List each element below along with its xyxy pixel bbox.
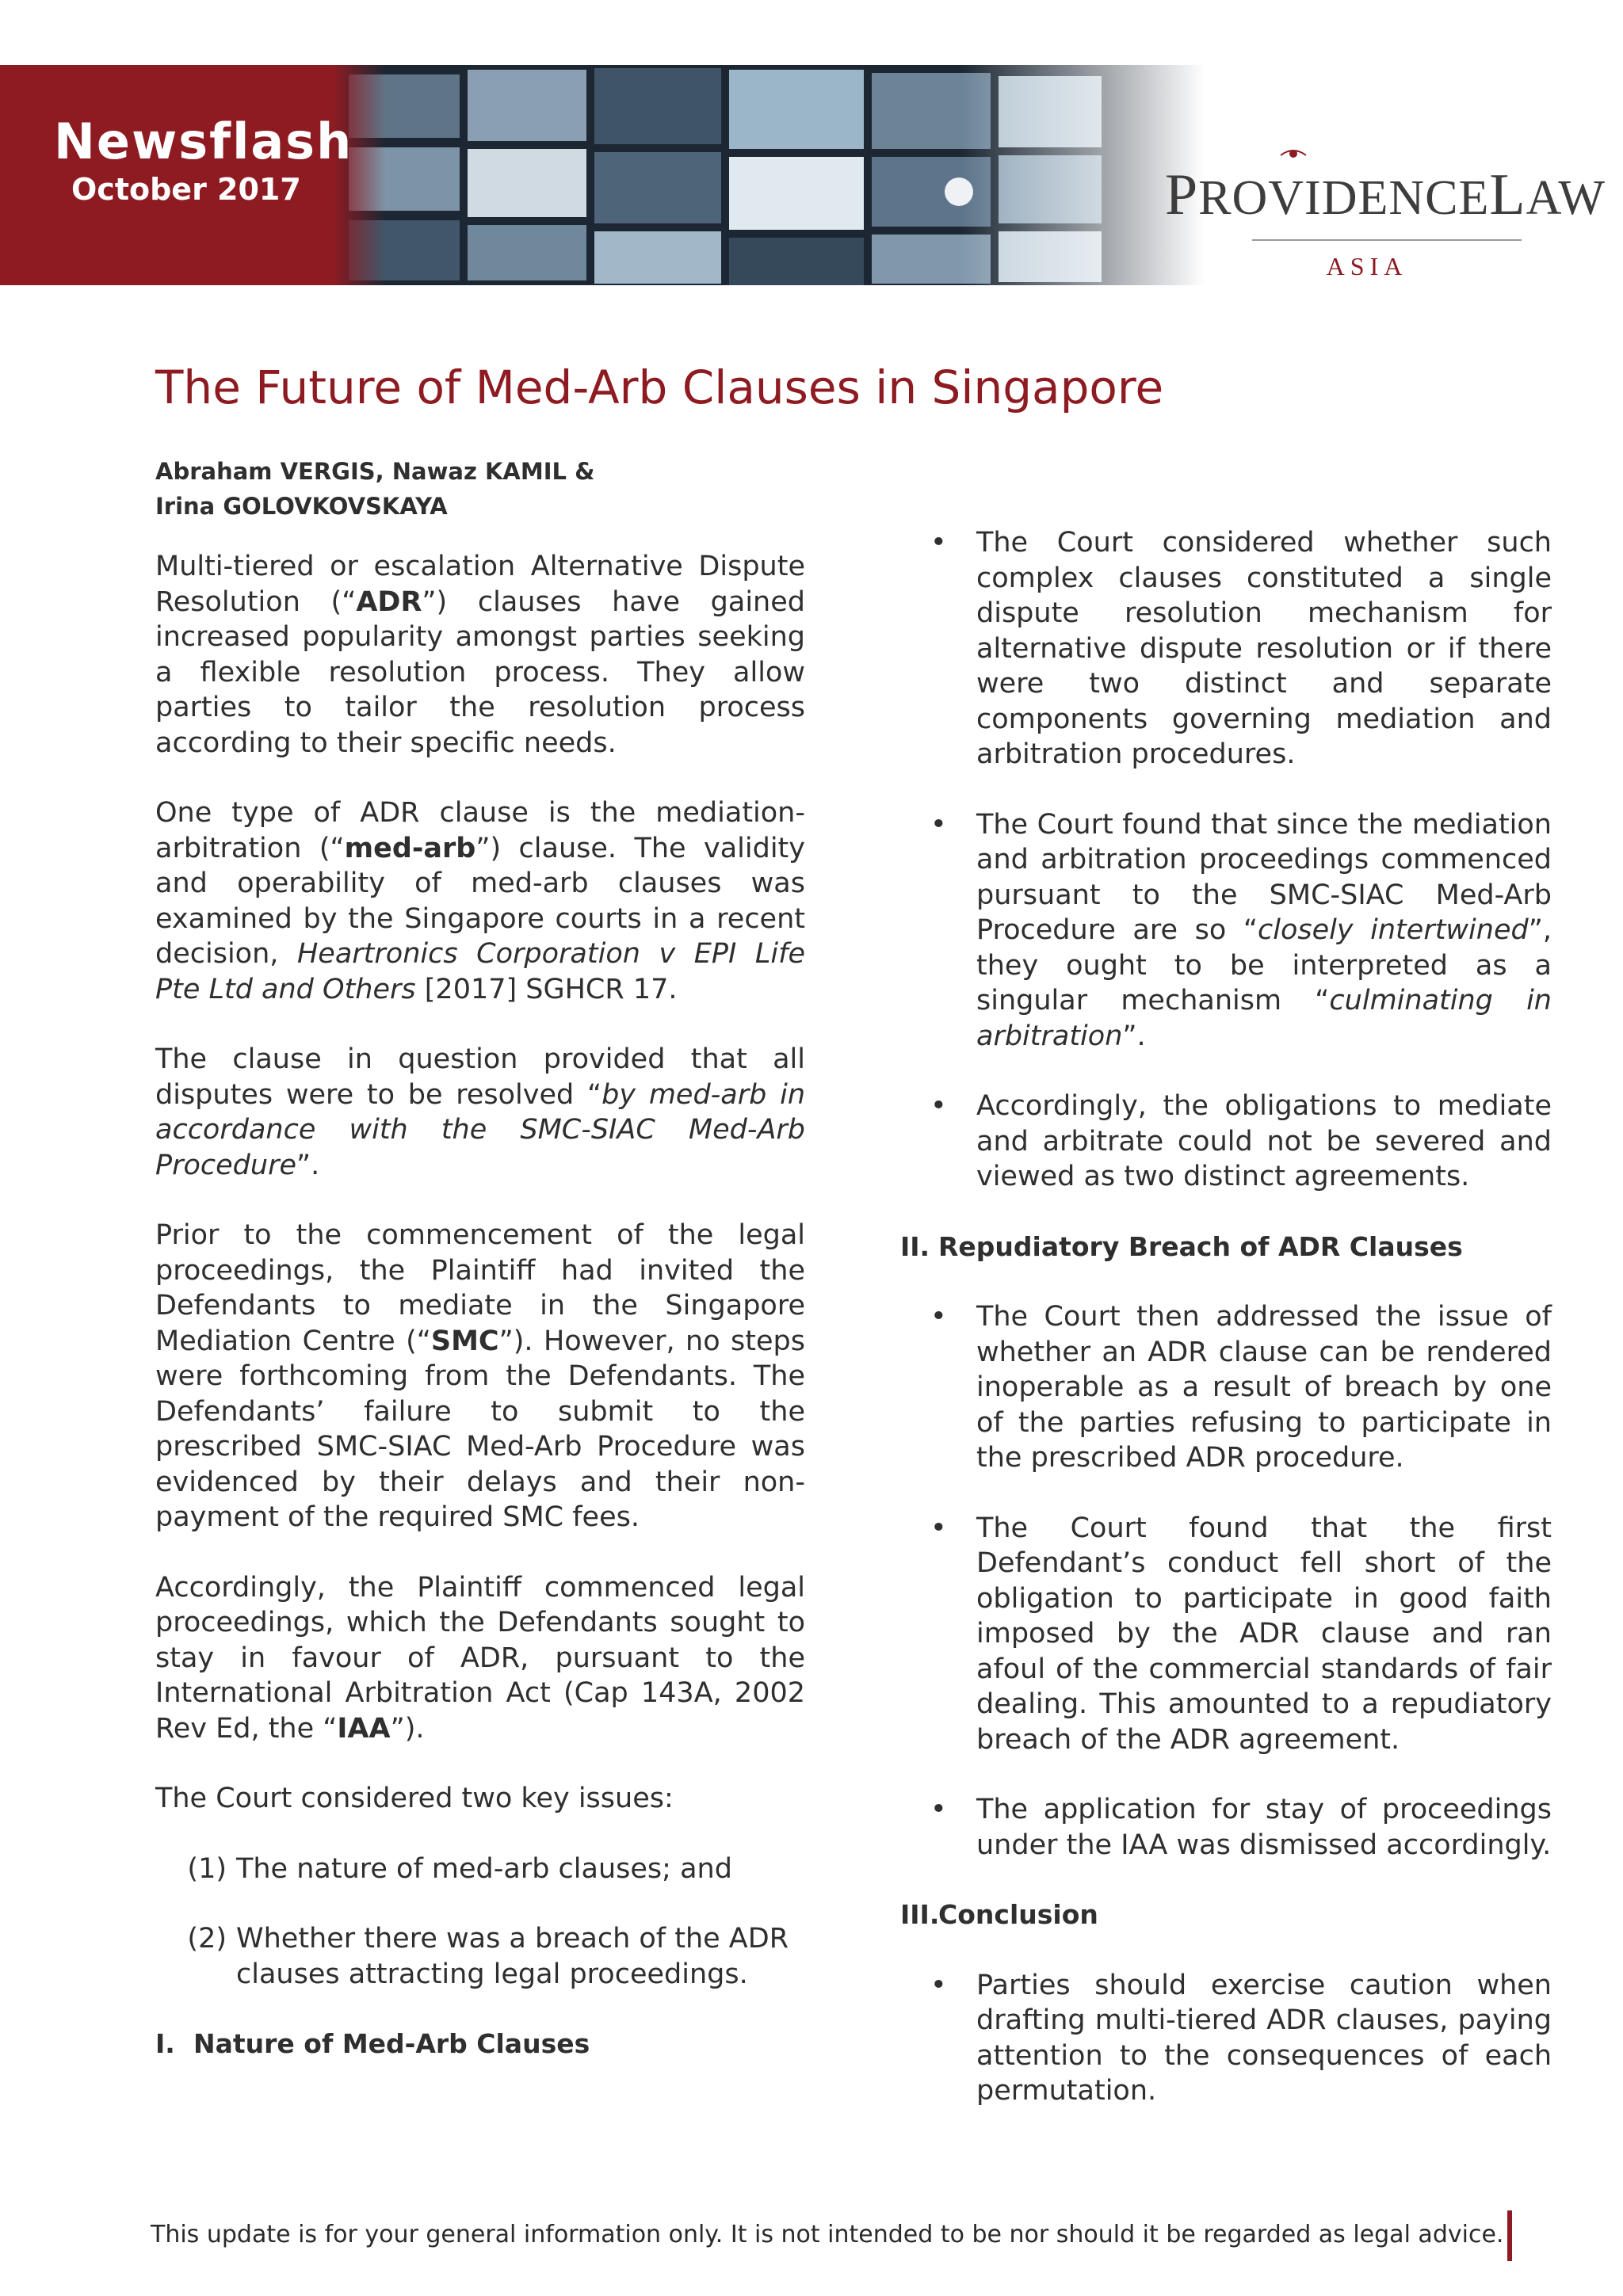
section-heading-1: I. Nature of Med-Arb Clauses: [155, 2028, 590, 2059]
list-item: • The Court found that the first Defendant’s conduct fell short of the obligation to participate in good faith imposed by the ADR clause and ran afoul of the commercial standards of fair dealing. This amounted to a repudiatory breach of the ADR agreement.: [930, 1512, 1552, 1756]
issues-intro: The Court considered two key issues:: [155, 1783, 674, 1814]
header-banner: [0, 65, 1623, 285]
logo-eye-icon: [1280, 146, 1307, 162]
list-item: • The application for stay of proceedings under the IAA was dismissed accordingly.: [930, 1794, 1552, 1861]
issue-date: October 2017: [71, 172, 301, 207]
providence-law-logo: [1165, 113, 1606, 280]
left-column: [155, 454, 805, 2097]
logo-region: ASIA: [1326, 252, 1408, 280]
list-item: (2) Whether there was a breach of the ADR clauses attracting legal proceedings.: [187, 1923, 789, 1990]
logo-divider: [1252, 239, 1522, 241]
intro-paragraph: Multi-tiered or escalation Alternative Dispute Resolution (“ADR”) clauses have gained increased popularity amongst parties seeking a flexible resolution process. They allow parties to tailor the resolution process according to their specific needs.: [155, 551, 805, 759]
proceedings-paragraph: Accordingly, the Plaintiff commenced legal proceedings, which the Defendants sought to stay in favour of ADR, pursuant to the International Arbitration Act (Cap 143A, 2002 Rev Ed, the “IAA”).: [155, 1571, 805, 1745]
footer-disclaimer: This update is for your general information only. It is not intended to be nor should it be regarded as legal advice.: [151, 2221, 1504, 2248]
list-item: (1) The nature of med-arb clauses; and: [187, 1852, 732, 1885]
list-item: • The Court then addressed the issue of whether an ADR clause can be rendered inoperable as a result of breach by one of the parties refusing to participate in the prescribed ADR procedure.: [930, 1301, 1552, 1474]
right-column: [900, 525, 1552, 2144]
list-item: • The Court considered whether such complex clauses constituted a single dispute resolution mechanism for alternative dispute resolution or if there were two distinct and separate components governing mediation and arbitration procedures.: [930, 527, 1552, 770]
med-arb-paragraph: One type of ADR clause is the mediation-arbitration (“med-arb”) clause. The validity and operability of med-arb clauses was examined by the Singapore courts in a recent decision, Heartronics Corporation v EPI Life Pte Ltd and Others [2017] SGHCR 17.: [155, 797, 805, 1005]
authors: Abraham VERGIS, Nawaz KAMIL & Irina GOLOVKOVSKAYA: [155, 458, 595, 520]
list-item: • The Court found that since the mediation and arbitration proceedings commenced pursuant to the SMC-SIAC Med-Arb Procedure are so “closely intertwined”, they ought to be interpreted as a singular mechanism “culminating in arbitration”.: [930, 808, 1552, 1052]
newsflash-label: Newsflash: [54, 113, 353, 170]
section-heading-2: II. Repudiatory Breach of ADR Clauses: [900, 1230, 1463, 1262]
list-item: • Parties should exercise caution when drafting multi-tiered ADR clauses, paying attention to the consequences of each permutation.: [930, 1969, 1552, 2107]
clause-paragraph: The clause in question provided that all disputes were to be resolved “by med-arb in accordance with the SMC-SIAC Med-Arb Procedure”.: [155, 1043, 806, 1181]
header-media-wall-image: [333, 65, 1205, 285]
background-paragraph: Prior to the commencement of the legal proceedings, the Plaintiff had invited the Defendants to mediate in the Singapore Mediation Centre (“SMC”). However, no steps were forthcoming from the Defendants. The Defendants’ failure to submit to the prescribed SMC-SIAC Med-Arb Procedure was evidenced by their delays and their non-payment of the required SMC fees.: [155, 1219, 806, 1533]
section-heading-3: III.Conclusion: [900, 1899, 1098, 1930]
logo-wordmark: PROVIDENCELAW: [1165, 162, 1606, 227]
list-item: • Accordingly, the obligations to mediate and arbitrate could not be severed and viewed as two distinct agreements.: [930, 1090, 1552, 1192]
footer-accent-bar: [1507, 2210, 1512, 2261]
article-title: The Future of Med-Arb Clauses in Singapore: [155, 360, 1164, 414]
